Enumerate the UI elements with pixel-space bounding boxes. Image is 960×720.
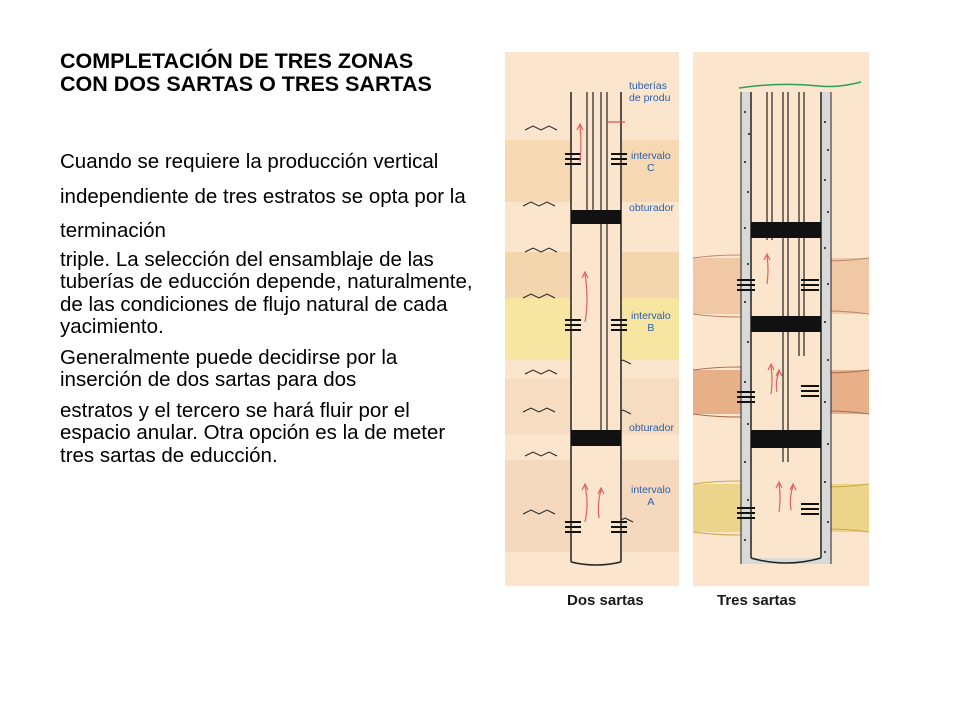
well-diagram (505, 52, 869, 624)
paragraph-3: Generalmente puede decidirse por la inserción de dos sartas para dos (60, 345, 398, 391)
label-interval-a-line2: A (647, 496, 655, 508)
paragraph-1: Cuando se requiere la producción vertical independiente de tres estratos se opta por la terminación (60, 150, 466, 242)
lower-packer (571, 430, 621, 446)
label-tubing-line2: de produ (629, 92, 671, 104)
caption-dos-sartas: Dos sartas (567, 592, 644, 609)
label-tubing-line1: tuberías (629, 80, 667, 92)
label-packer-lower: obturador (629, 422, 674, 434)
label-tubing (629, 80, 670, 104)
label-interval-c (631, 150, 671, 174)
label-interval-a-line1: intervalo (631, 484, 671, 496)
slide-body (60, 145, 485, 467)
slide-title: COMPLETACIÓN DE TRES ZONAS CON DOS SARTAS O TRES SARTAS (60, 49, 432, 96)
label-interval-b-line2: B (647, 322, 655, 334)
paragraph-4: estratos y el tercero se hará fluir por el espacio anular. Otra opción es la de meter tres sartas de educción. (60, 398, 446, 467)
right-casing (737, 92, 831, 564)
label-interval-c-line2: C (647, 162, 655, 174)
label-interval-b-line1: intervalo (631, 310, 671, 322)
completion-figure (505, 52, 869, 624)
caption-tres-sartas: Tres sartas (717, 592, 797, 609)
left-casing (565, 92, 627, 565)
upper-packer (571, 210, 621, 224)
label-packer-upper: obturador (629, 202, 674, 214)
label-interval-b (631, 310, 671, 334)
label-interval-c-line1: intervalo (631, 150, 671, 162)
paragraph-2: triple. La selección del ensamblaje de las tuberías de educción depende, naturalmente, de las condiciones de flujo natural de cada yacimiento. (60, 247, 473, 338)
label-interval-a (631, 484, 671, 508)
